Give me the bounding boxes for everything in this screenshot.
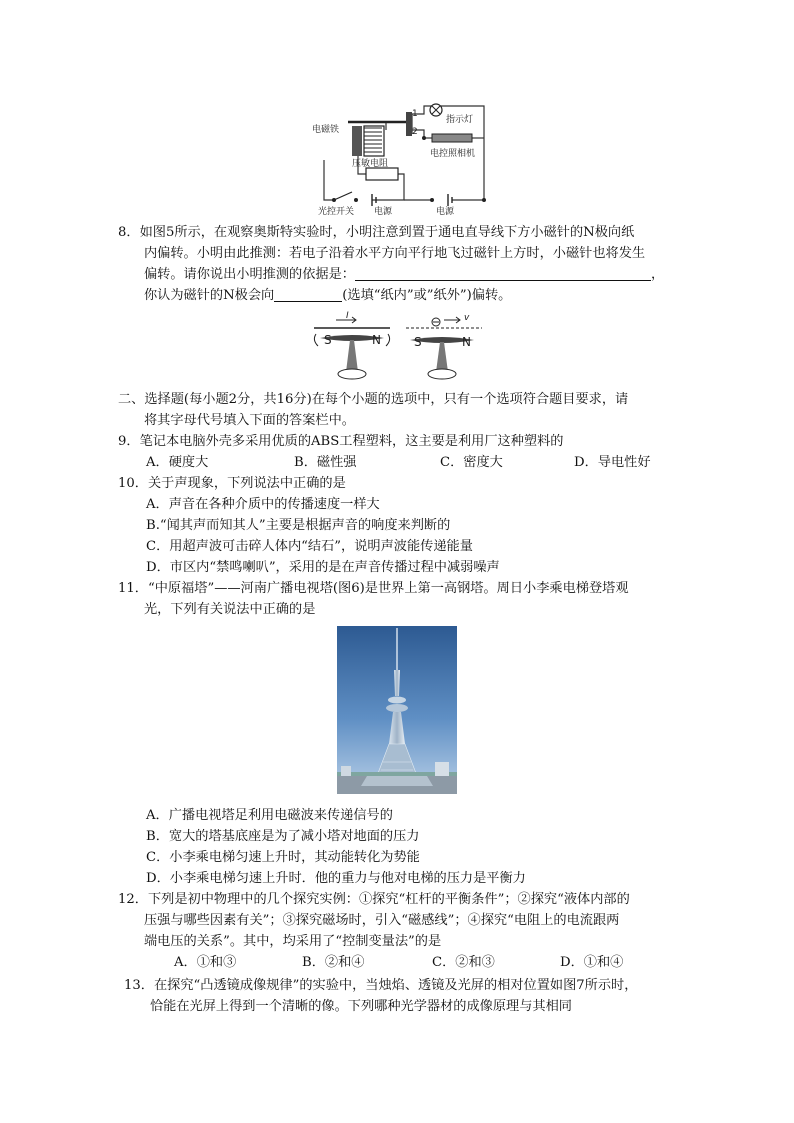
- q10-option-c[interactable]: C．用超声波可击碎人体内“结石”，说明声波能传递能量: [146, 539, 473, 554]
- wire-left-loop: [324, 160, 334, 200]
- q9-option-d[interactable]: D．导电性好: [574, 455, 651, 470]
- q12-line-1: 12．下列是初中物理中的几个探究实例：①探究“杠杆的平衡条件”；②探究“液体内部的: [118, 892, 630, 907]
- q12-line-2: 压强与哪些因素有关”；③探究磁场时，引入“磁感线”；④探究“电阻上的电流跟两: [144, 913, 620, 928]
- label-velocity: v: [464, 313, 470, 323]
- tower-deck-lower: [386, 704, 408, 712]
- q8-line-3-prefix: 偏转。请你说出小明推测的依据是：: [144, 267, 355, 282]
- label-resistor: 压敏电阻: [352, 159, 389, 169]
- q8-line-2: 内偏转。小明由此推测：若电子沿着水平方向平行地飞过磁针上方时，小磁针也将发生: [144, 246, 646, 261]
- q9-stem: 9．笔记本电脑外壳多采用优质的ABS工程塑料，这主要是利用厂这种塑料的: [118, 434, 564, 449]
- q8-line-4-prefix: 你认为磁针的N极会向: [144, 288, 275, 303]
- q10-option-d[interactable]: D．市区内“禁鸣喇叭”，采用的是在声音传播过程中减弱噪声: [146, 560, 500, 575]
- label-contact-2: 2: [412, 127, 418, 137]
- electromagnet-coil: [364, 128, 382, 152]
- q9-option-c[interactable]: C．密度大: [440, 455, 503, 470]
- q12-option-d[interactable]: D．①和④: [560, 955, 624, 970]
- q8-line-3: [144, 265, 664, 285]
- q8-line-3-suffix: ，: [651, 267, 665, 282]
- q8-answer-blank-basis[interactable]: [355, 266, 651, 281]
- relay-circuit-diagram: [312, 100, 488, 216]
- label-left-south: S: [324, 333, 332, 347]
- tower-photo: [337, 626, 457, 794]
- q8-line-4-suffix: (选填“纸内”或”纸外”)偏转。: [342, 288, 512, 303]
- q8-answer-blank-direction[interactable]: [274, 287, 342, 302]
- plaza-platform: [361, 776, 433, 786]
- q13-line-1: 13．在探究“凸透镜成像规律”的实验中，当烛焰、透镜及光屏的相对位置如图7所示时，: [124, 978, 638, 993]
- building-left: [341, 766, 351, 776]
- figure-tower-photo: [337, 626, 457, 794]
- label-contact-1: 1: [412, 109, 418, 119]
- label-current: I: [346, 311, 349, 321]
- q13-line-2: 恰能在光屏上得到一个清晰的像。下列哪种光学器材的成像原理与其相同: [150, 999, 572, 1014]
- camera-icon: [432, 134, 472, 142]
- q11-line-1: 11．“中原福塔”——河南广播电视塔(图6)是世界上第一高钢塔。周日小李乘电梯登塔观: [118, 581, 629, 596]
- stand-right: [436, 342, 448, 372]
- q10-option-a[interactable]: A．声音在各种介质中的传播速度一样大: [146, 497, 380, 512]
- label-right-south: S: [414, 335, 422, 349]
- q12-line-3: 端电压的关系”。其中，均采用了“控制变量法”的是: [144, 934, 442, 949]
- electromagnet-core: [352, 126, 362, 156]
- q11-option-c[interactable]: C．小李乘电梯匀速上升时，其动能转化为势能: [146, 850, 420, 865]
- q9-option-b[interactable]: B．磁性强: [294, 455, 357, 470]
- stand-left: [346, 340, 358, 372]
- building-right: [435, 762, 449, 776]
- q12-option-b[interactable]: B．②和④: [302, 955, 365, 970]
- q12-option-c[interactable]: C．②和③: [432, 955, 495, 970]
- q11-option-a[interactable]: A．广播电视塔足利用电磁波来传递信号的: [146, 808, 393, 823]
- q8-line-1: 8．如图5所示，在观察奥斯特实验时，小明注意到置于通电直导线下方小磁针的N极向纸: [118, 225, 635, 240]
- q12-option-a[interactable]: A．①和③: [174, 955, 237, 970]
- q10-option-b[interactable]: B.“闻其声而知其人”主要是根据声音的响度来判断的: [146, 518, 451, 533]
- section2-line-1: 二、选择题(每小题2分，共16分)在每个小题的选项中，只有一个选项符合题目要求，请: [118, 392, 629, 407]
- q10-stem: 10．关于声现象，下列说法中正确的是: [118, 476, 346, 491]
- figure-relay-circuit: [312, 100, 488, 216]
- label-switch: 光控开关: [318, 207, 355, 216]
- q11-option-b[interactable]: B．宽大的塔基底座是为了减小塔对地面的压力: [146, 829, 420, 844]
- tower-deck-upper: [388, 697, 406, 704]
- battery-right-icon: [448, 194, 452, 206]
- resistor-icon: [366, 168, 398, 180]
- figure-compass-needles: [310, 310, 486, 384]
- label-indicator-lamp: 指示灯: [446, 115, 474, 125]
- q8-line-4: [144, 286, 511, 306]
- q9-option-a[interactable]: A．硬度大: [146, 455, 209, 470]
- label-power-right: 电源: [436, 207, 455, 216]
- label-left-north: N: [372, 333, 381, 347]
- label-electromagnet: 电磁铁: [312, 125, 340, 135]
- q11-line-2: 光，下列有关说法中正确的是: [144, 602, 316, 617]
- label-camera: 电控照相机: [430, 149, 476, 159]
- velocity-arrow-icon: [444, 317, 460, 323]
- switch-icon: [334, 192, 352, 200]
- label-power-left: 电源: [374, 207, 393, 216]
- tower-mast: [394, 670, 400, 696]
- q11-option-d[interactable]: D．小李乘电梯匀速上升时．他的重力与他对电梯的压力是平衡力: [146, 871, 526, 886]
- compass-needles-diagram: [310, 310, 486, 384]
- section2-line-2: 将其字母代号填入下面的答案栏中。: [144, 413, 355, 428]
- label-right-north: N: [462, 335, 471, 349]
